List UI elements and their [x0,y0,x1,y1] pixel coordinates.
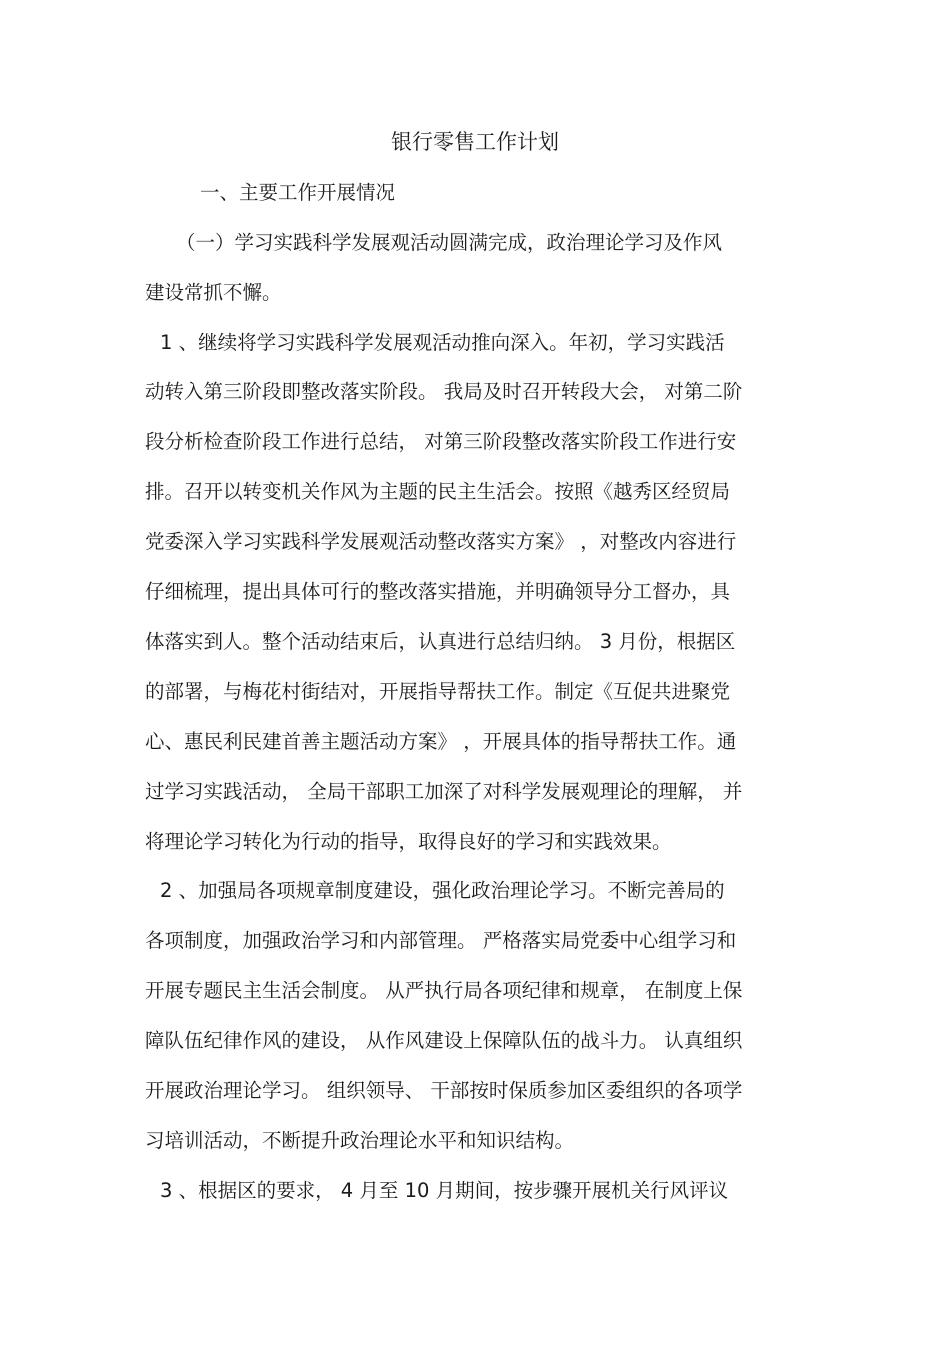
section-heading: 一、主要工作开展情况 [200,181,396,204]
paragraph-line: 段分析检查阶段工作进行总结， 对第三阶段整改落实阶段工作进行安 [145,430,737,453]
paragraph-line: 2 、加强局各项规章制度建设，强化政治理论学习。不断完善局的 [160,879,725,902]
paragraph-line: 排。召开以转变机关作风为主题的民主生活会。按照《越秀区经贸局 [145,480,731,503]
paragraph-line: 各项制度，加强政治学习和内部管理。 严格落实局党委中心组学习和 [145,929,737,952]
paragraph-line: 仔细梳理，提出具体可行的整改落实措施，并明确领导分工督办，具 [145,580,731,603]
paragraph-line: 过学习实践活动， 全局干部职工加深了对科学发展观理论的理解， 并 [145,780,743,803]
document-title: 银行零售工作计划 [391,130,559,154]
paragraph-line: 障队伍纪律作风的建设， 从作风建设上保障队伍的战斗力。 认真组织 [145,1029,743,1052]
paragraph-line: 习培训活动，不断提升政治理论水平和知识结构。 [145,1129,575,1152]
paragraph-line: 心、惠民利民建首善主题活动方案》 ，开展具体的指导帮扶工作。通 [145,730,737,753]
paragraph-line: 1 、继续将学习实践科学发展观活动推向深入。年初，学习实践活 [160,331,725,354]
subsection-heading: （一）学习实践科学发展观活动圆满完成，政治理论学习及作风 [176,231,723,254]
paragraph-line: 党委深入学习实践科学发展观活动整改落实方案》 ，对整改内容进行 [145,530,737,553]
paragraph-line: 开展专题民主生活会制度。 从严执行局各项纪律和规章， 在制度上保 [145,979,743,1002]
subsection-heading-cont: 建设常抓不懈。 [145,281,282,304]
paragraph-line: 的部署，与梅花村街结对，开展指导帮扶工作。制定《互促共进聚党 [145,680,731,703]
paragraph-line: 体落实到人。整个活动结束后，认真进行总结归纳。 3 月份，根据区 [145,630,736,653]
paragraph-line: 动转入第三阶段即整改落实阶段。 我局及时召开转段大会， 对第二阶 [145,380,743,403]
paragraph-line: 3 、根据区的要求， 4 月至 10 月期间，按步骤开展机关行风评议 [160,1179,729,1202]
paragraph-line: 将理论学习转化为行动的指导，取得良好的学习和实践效果。 [145,830,672,853]
paragraph-line: 开展政治理论学习。 组织领导、 干部按时保质参加区委组织的各项学 [145,1079,743,1102]
